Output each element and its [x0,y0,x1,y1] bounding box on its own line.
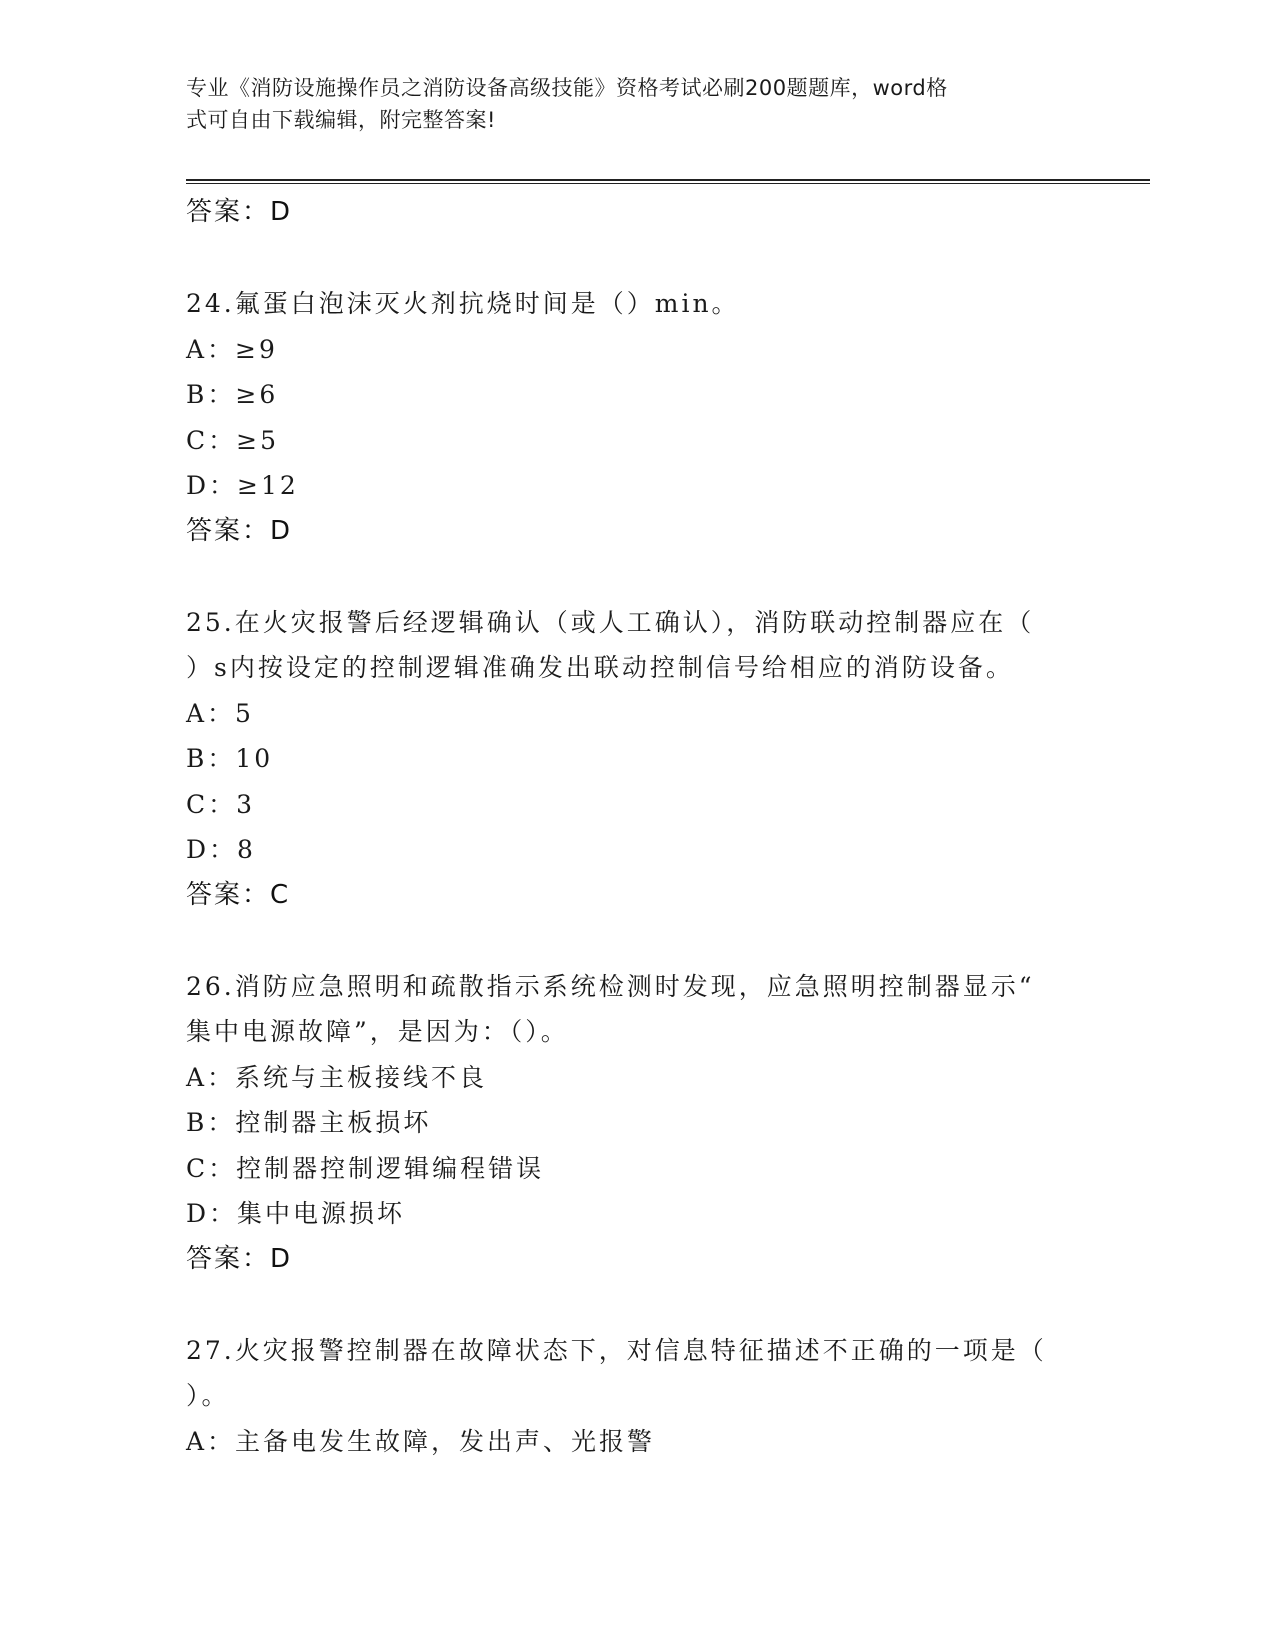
question-text: 25.在火灾报警后经逻辑确认（或人工确认），消防联动控制器应在（ [186,607,1035,637]
question-text: 27.火灾报警控制器在故障状态下，对信息特征描述不正确的一项是（ [186,1335,1047,1365]
question-text: 26.消防应急照明和疏散指示系统检测时发现，应急照明控制器显示“ [186,971,1035,1001]
option-a: A：主备电发生故障，发出声、光报警 [186,1426,656,1456]
option-d: D：集中电源损坏 [186,1199,406,1228]
question-26 [186,964,1086,1283]
option-c: C：控制器控制逻辑编程错误 [186,1153,545,1183]
question-text-continued: ）s内按设定的控制逻辑准确发出联动控制信号给相应的消防设备。 [186,653,1014,682]
question-27 [186,1328,1086,1465]
question-25 [186,600,1086,919]
header-line-1: 专业《消防设施操作员之消防设备高级技能》资格考试必刷200题题库，word格 [186,76,948,100]
option-b: B：控制器主板损坏 [186,1108,432,1137]
option-a: A：≥9 [186,334,278,364]
question-text-continued: ）。 [186,1381,230,1410]
answer: 答案：D [186,1243,293,1274]
option-c: C：≥5 [186,425,279,455]
option-d: D：≥12 [186,471,299,500]
option-a: A：系统与主板接线不良 [186,1062,488,1092]
spacer [186,1282,1086,1328]
option-c: C：3 [186,789,256,819]
spacer [186,554,1086,600]
spacer [186,236,1086,282]
header-divider-thin [186,183,1150,184]
option-b: B：≥6 [186,380,279,409]
spacer [186,918,1086,964]
answer: 答案：C [186,879,291,910]
option-a: A：5 [186,698,254,728]
question-24 [186,281,1086,554]
option-b: B：10 [186,744,274,773]
question-list [186,190,1086,1464]
previous-answer: 答案：D [186,197,293,227]
question-text-continued: 集中电源故障”，是因为：（）。 [186,1017,569,1046]
document-header [186,72,1066,136]
header-divider-thick [186,179,1150,181]
question-text: 24.氟蛋白泡沫灭火剂抗烧时间是（）min。 [186,289,740,318]
answer: 答案：D [186,515,293,546]
option-d: D：8 [186,835,256,864]
header-line-2: 式可自由下载编辑，附完整答案! [186,108,496,132]
